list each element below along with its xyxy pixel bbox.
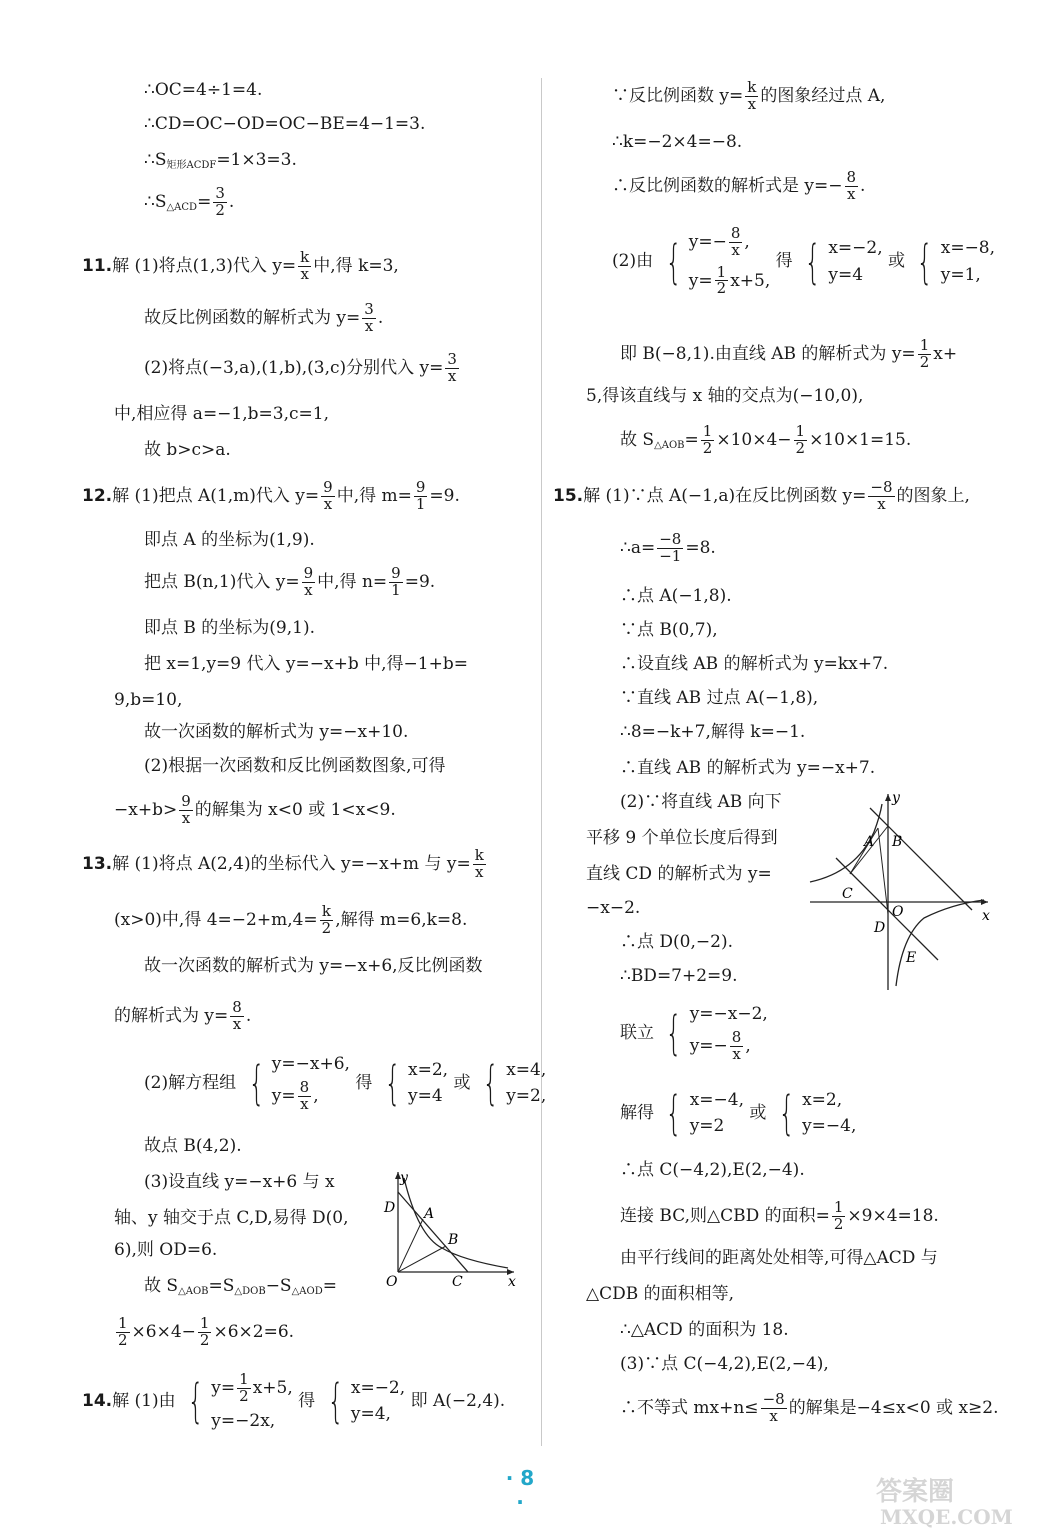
column-divider (541, 78, 542, 1446)
q10-line-2: ∴CD=OC−OD=OC−BE=4−1=3. (144, 114, 426, 134)
q15-line-7: ∴8=−k+7,解得 k=−1. (620, 722, 806, 742)
figure-q15-label-y: y (892, 790, 900, 806)
q15-line-17: ∴点 C(−4,2),E(2,−4). (620, 1160, 805, 1180)
figure-q13 (382, 1164, 522, 1288)
q15-line-19: 由平行线间的距离处处相等,可得△ACD 与 (620, 1248, 938, 1268)
q15-line-16: 解得 { x=−4, y=2 或 { x=2, y=−4, (620, 1086, 857, 1141)
figure-q13-label-y: y (400, 1170, 408, 1186)
q10-line-3: $\therefore S_{矩形ACDF}=1\times 3=3$. (144, 150, 297, 171)
q12-line-6: 9,b=10, (114, 690, 183, 710)
q15-line-12: −x−2. (586, 898, 641, 918)
figure-q15-hyperbola-right (896, 900, 984, 986)
q10-line-4: $\therefore S_{\triangle ACD}=$ $\frac{3}{2}$ . (144, 184, 235, 219)
q12-line-2: 即点 A 的坐标为(1,9). (144, 530, 315, 550)
q15-line-4: ∵点 B(0,7), (620, 620, 718, 640)
figure-q15 (806, 786, 996, 996)
q12-line-4: 即点 B 的坐标为(9,1). (144, 618, 316, 638)
q13-line-8: 轴、y 轴交于点 C,D,易得 D(0, (114, 1208, 349, 1228)
figure-q13-label-o: O (386, 1274, 398, 1288)
q15-line-22: (3)∵点 C(−4,2),E(2,−4), (620, 1354, 829, 1374)
figure-q15-label-o: O (892, 904, 904, 920)
q13-line-6: 故点 B(4,2). (144, 1136, 242, 1156)
figure-q15-label-x: x (982, 908, 990, 924)
figure-q15-label-c: C (842, 886, 853, 902)
figure-q13-label-b: B (448, 1232, 459, 1248)
q14-right-line-1: ∵反比例函数 y= $\frac{k}{x}$ 的图象经过点 A, (612, 78, 886, 113)
q15-line-3: ∴点 A(−1,8). (620, 586, 732, 606)
figure-q13-label-d: D (384, 1200, 396, 1216)
q13-line-1: 13.解 (1)将点 A(2,4)的坐标代入 y=−x+m 与 y= $\frac{k}{x}$ (82, 846, 484, 881)
page-number: · 8 · (505, 1466, 535, 1514)
q15-line-8: ∴直线 AB 的解析式为 y=−x+7. (620, 758, 876, 778)
figure-q13-label-a: A (424, 1206, 435, 1222)
q15-line-6: ∵直线 AB 过点 A(−1,8), (620, 688, 819, 708)
q12-line-7: 故一次函数的解析式为 y=−x+10. (144, 722, 409, 742)
q15-line-5: ∴设直线 AB 的解析式为 y=kx+7. (620, 654, 889, 674)
figure-q13-segment-ob (398, 1246, 446, 1272)
figure-q15-label-a: A (864, 834, 875, 850)
q12-line-5: 把 x=1,y=9 代入 y=−x+b 中,得−1+b= (144, 654, 468, 674)
q14-right-line-5: 即 B(−8,1).由直线 AB 的解析式为 y= $\frac{1}{2}$ x+ (620, 336, 958, 371)
watermark-logo (870, 1470, 1030, 1530)
figure-q15-label-e: E (906, 950, 917, 966)
q15-line-18: 连接 BC,则△CBD 的面积= $\frac{1}{2}$ ×9×4=18. (620, 1198, 939, 1233)
q15-line-20: △CDB 的面积相等, (586, 1284, 735, 1304)
q14-right-line-7: 故 $S_{\triangle AOB}=$ $\frac{1}{2}$ ×10×4− $\frac{1}{2}$ ×10×1=15. (620, 422, 912, 457)
q13-line-5: (2)解方程组 { y=−x+6, y= $\frac{8}{x}$ , 得 { x=2, y=4 或 { x=4, y=2, (144, 1054, 547, 1114)
q11-line-5: 故 b>c>a. (144, 440, 231, 460)
q15-line-2: ∴a= $\frac{-8}{-1}$ =8. (620, 530, 716, 565)
q11-line-3: (2)将点(−3,a),(1,b),(3,c)分别代入 y= $\frac{3}{x}$ (144, 350, 457, 385)
q15-line-15: 联立 { y=−x−2, y=− $\frac{8}{x}$ , (620, 1004, 768, 1064)
q12-line-9: −x+b> $\frac{9}{x}$ 的解集为 x<0 或 1<x<9. (114, 792, 396, 827)
svg-text:MXQE.COM: MXQE.COM (880, 1505, 1013, 1529)
figure-q15-label-b: B (892, 834, 903, 850)
figure-q15-y-arrow (885, 794, 891, 801)
q15-line-13: ∴点 D(0,−2). (620, 932, 733, 952)
figure-q13-label-c: C (452, 1274, 463, 1288)
q11-line-1: 11.解 (1)将点(1,3)代入 y= $\frac{k}{x}$ 中,得 k=3, (82, 248, 399, 283)
q15-line-11: 直线 CD 的解析式为 y= (586, 864, 772, 884)
q15-line-9: (2)∵将直线 AB 向下 (620, 792, 782, 812)
q11-line-4: 中,相应得 a=−1,b=3,c=1, (114, 404, 329, 424)
q13-line-4: 的解析式为 y= $\frac{8}{x}$ . (114, 998, 252, 1033)
q14-right-line-4: (2)由 { y=− $\frac{8}{x}$ , y= $\frac{1}{2}$ x+5, 得 { x=−2, y=4 或 { x=−8, y=1, (612, 224, 996, 298)
q15-line-10: 平移 9 个单位长度后得到 (586, 828, 778, 848)
figure-q13-segment-oa (398, 1219, 423, 1272)
q15-line-23: ∴不等式 mx+n≤ $\frac{-8}{x}$ 的解集是−4≤x<0 或 x≥2. (620, 1390, 999, 1425)
q12-line-1: 12.解 (1)把点 A(1,m)代入 y= $\frac{9}{x}$ 中,得 m= $\frac{9}{1}$ =9. (82, 478, 460, 513)
q13-line-7: (3)设直线 y=−x+6 与 x (144, 1172, 335, 1192)
q15-line-1: 15.解 (1)∵点 A(−1,a)在反比例函数 y= $\frac{-8}{x}$ 的图象上, (553, 478, 970, 513)
q14-right-line-6: 5,得该直线与 x 轴的交点为(−10,0), (586, 386, 864, 406)
q15-line-14: ∴BD=7+2=9. (620, 966, 738, 986)
q13-line-10: 故 $S_{\triangle AOB}=S_{\triangle DOB}-S_{\triangle AOD}=$ (144, 1276, 337, 1297)
q13-line-2: (x>0)中,得 4=−2+m,4= $\frac{k}{2}$ ,解得 m=6,k=8. (114, 902, 468, 937)
q14-right-line-3: ∴反比例函数的解析式是 y=− $\frac{8}{x}$ . (612, 168, 866, 203)
q11-line-2: 故反比例函数的解析式为 y= $\frac{3}{x}$ . (144, 300, 384, 335)
q10-line-1: ∴OC=4÷1=4. (144, 80, 263, 100)
figure-q15-label-d: D (874, 920, 886, 936)
q15-line-21: ∴△ACD 的面积为 18. (620, 1320, 789, 1340)
figure-q13-label-x: x (508, 1274, 516, 1288)
svg-text:答案圈: 答案圈 (876, 1477, 955, 1507)
q12-line-3: 把点 B(n,1)代入 y= $\frac{9}{x}$ 中,得 n= $\frac{9}{1}$ =9. (144, 564, 436, 599)
q13-line-3: 故一次函数的解析式为 y=−x+6,反比例函数 (144, 956, 483, 976)
q12-line-8: (2)根据一次函数和反比例函数图象,可得 (144, 756, 446, 776)
q13-line-9: 6),则 OD=6. (114, 1240, 218, 1260)
figure-q13-hyperbola (404, 1178, 508, 1268)
q13-line-11: $\frac{1}{2}$ ×6×4− $\frac{1}{2}$ ×6×2=6. (118, 1314, 295, 1349)
q14-line-1: 14.解 (1)由 { y= $\frac{1}{2}$ x+5, y=−2x, 得 { x=−2, y=4, 即 A(−2,4). (82, 1370, 506, 1431)
q14-right-line-2: ∴k=−2×4=−8. (612, 132, 743, 152)
